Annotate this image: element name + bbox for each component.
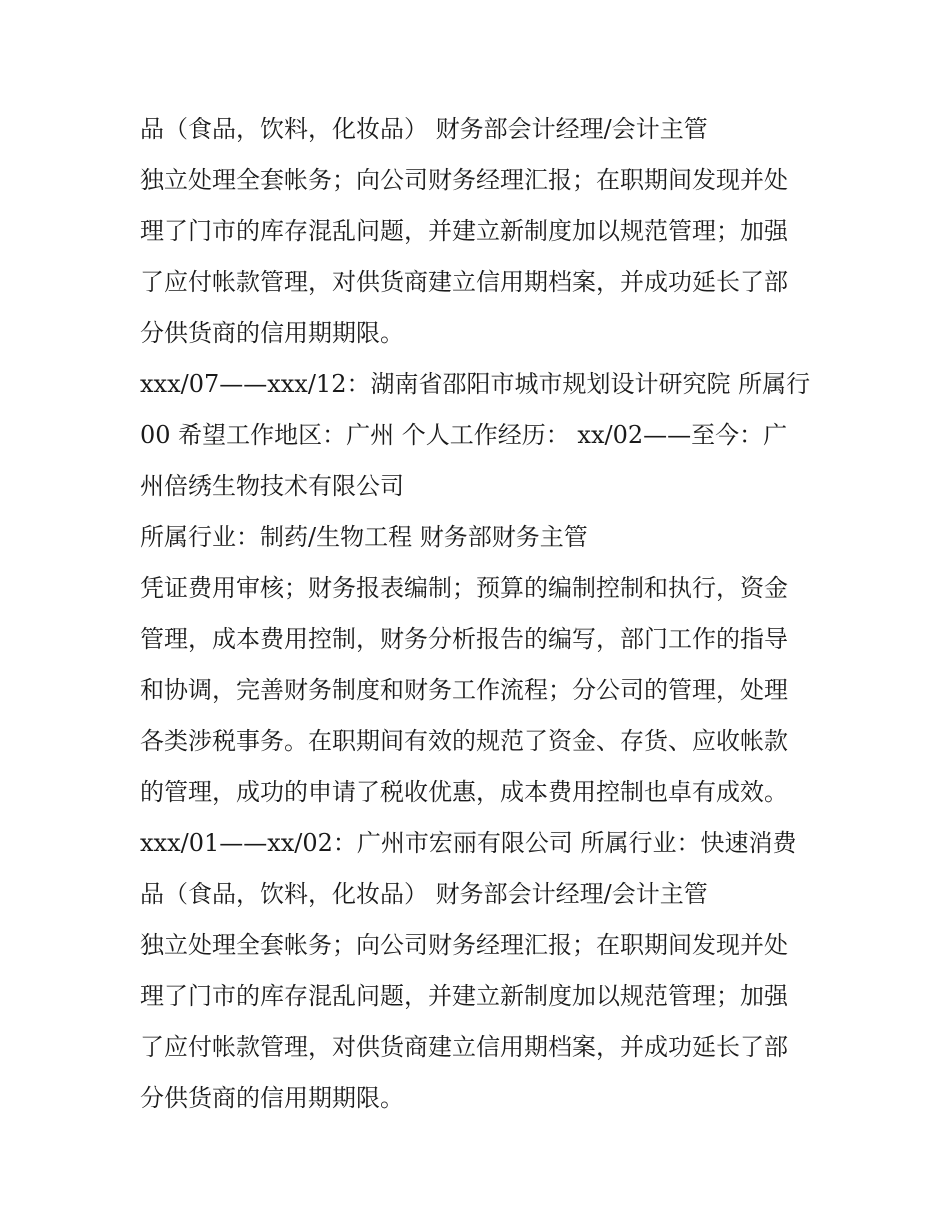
text-line: 独立处理全套帐务；向公司财务经理汇报；在职期间发现并处: [140, 931, 788, 959]
text-line: 分供货商的信用期期限。: [140, 1084, 404, 1112]
text-line: 品（食品，饮料，化妆品） 财务部会计经理/会计主管: [140, 880, 708, 908]
text-line: 了应付帐款管理，对供货商建立信用期档案，并成功延长了部: [140, 268, 788, 296]
text-line: 凭证费用审核；财务报表编制；预算的编制控制和执行，资金: [140, 574, 788, 602]
text-line: 分供货商的信用期期限。: [140, 319, 404, 347]
text-line: 的管理，成功的申请了税收优惠，成本费用控制也卓有成效。: [140, 778, 788, 806]
text-line: 管理，成本费用控制，财务分析报告的编写，部门工作的指导: [140, 625, 788, 653]
document-body: [140, 104, 820, 1124]
text-line: 州倍绣生物技术有限公司: [140, 472, 404, 500]
text-line: 理了门市的库存混乱问题，并建立新制度加以规范管理；加强: [140, 982, 788, 1010]
text-line: xxx/07——xxx/12：湖南省邵阳市城市规划设计研究院 所属行: [140, 370, 811, 398]
text-line: 和协调，完善财务制度和财务工作流程；分公司的管理，处理: [140, 676, 788, 704]
text-line: 00 希望工作地区：广州 个人工作经历： xx/02——至今：广: [140, 421, 788, 449]
text-line: xxx/01——xx/02：广州市宏丽有限公司 所属行业：快速消费: [140, 829, 797, 857]
text-line: 独立处理全套帐务；向公司财务经理汇报；在职期间发现并处: [140, 166, 788, 194]
text-line: 所属行业：制药/生物工程 财务部财务主管: [140, 523, 588, 551]
text-line: 了应付帐款管理，对供货商建立信用期档案，并成功延长了部: [140, 1033, 788, 1061]
text-line: 品（食品，饮料，化妆品） 财务部会计经理/会计主管: [140, 115, 708, 143]
text-line: 各类涉税事务。在职期间有效的规范了资金、存货、应收帐款: [140, 727, 788, 755]
text-line: 理了门市的库存混乱问题，并建立新制度加以规范管理；加强: [140, 217, 788, 245]
